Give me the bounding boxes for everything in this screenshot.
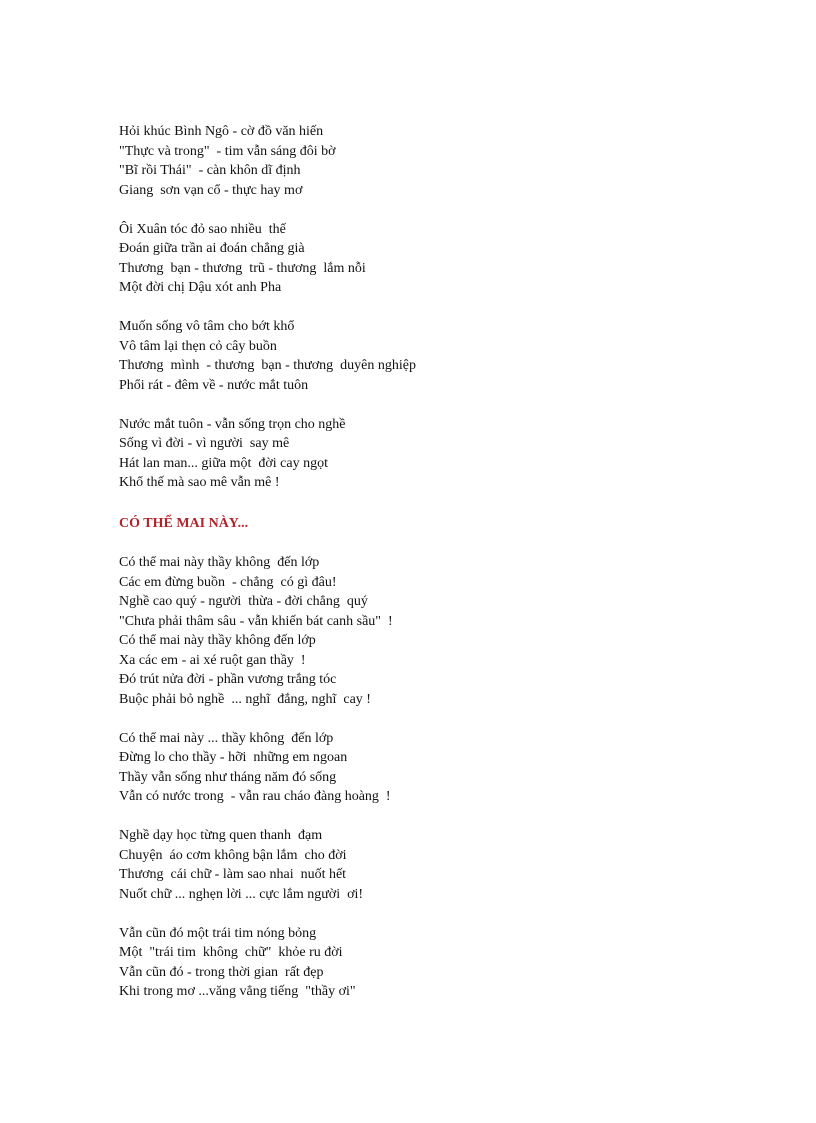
poem-line: Một "trái tim không chữ" khỏe ru đời	[119, 945, 343, 960]
poem-line: Phổi rát - đêm về - nước mắt tuôn	[119, 377, 309, 393]
poem-line: "Thực và trong" - tim vẫn sáng đôi bờ	[119, 143, 336, 159]
poem2-stanza-1	[119, 553, 759, 709]
poem2-stanza-3	[119, 826, 759, 904]
poem2-title: CÓ THỂ MAI NÀY...	[119, 516, 249, 531]
poem-line: Giang sơn vạn cổ - thực hay mơ	[119, 182, 303, 198]
poem-line: Nuốt chữ ... nghẹn lời ... cực lắm người ơi!	[119, 886, 364, 902]
poem-line: Ôi Xuân tóc đỏ sao nhiều thế	[119, 221, 286, 237]
poem-line: Nghề dạy học từng quen thanh đạm	[119, 828, 323, 843]
poem-line: "Bĩ rồi Thái" - càn khôn dĩ định	[119, 163, 301, 178]
poem-line: Nước mắt tuôn - vẫn sống trọn cho nghề	[119, 416, 346, 432]
poem-line: Vẫn cũn đó - trong thời gian rất đẹp	[119, 964, 324, 980]
poem-line: Hỏi khúc Bình Ngô - cờ đồ văn hiến	[119, 124, 324, 139]
poem-line: Đừng lo cho thầy - hỡi những em ngoan	[119, 750, 348, 765]
poem-text-body	[119, 122, 759, 1021]
poem-line: Xa các em - ai xé ruột gan thầy !	[119, 652, 306, 668]
poem-line: Thầy vẫn sống như tháng năm đó sống	[119, 769, 337, 785]
poem-line: Đoán giữa trần ai đoán chẳng già	[119, 241, 305, 256]
poem2-stanza-4	[119, 924, 759, 1002]
poem2-stanza-2	[119, 729, 759, 807]
poem-line: Đó trút nửa đời - phần vương trắng tóc	[119, 672, 337, 687]
poem-line: Có thể mai này thầy không đến lớp	[119, 633, 316, 648]
poem-line: Muốn sống vô tâm cho bớt khổ	[119, 319, 295, 334]
poem-line: Khi trong mơ ...văng vẳng tiếng "thầy ơi"	[119, 984, 356, 999]
poem-line: Vô tâm lại thẹn cỏ cây buồn	[119, 338, 277, 354]
poem1-stanza-2	[119, 220, 759, 298]
poem1-stanza-4	[119, 415, 759, 493]
poem-line: Thương cái chữ - làm sao nhai nuốt hết	[119, 867, 347, 882]
poem-line: Chuyện áo cơm không bận lắm cho đời	[119, 847, 347, 863]
poem-line: Vẫn có nước trong - vẫn rau cháo đàng hoàng !	[119, 789, 391, 804]
poem-line: Vẫn cũn đó một trái tim nóng bỏng	[119, 925, 317, 941]
poem-line: Có thể mai này ... thầy không đến lớp	[119, 730, 334, 746]
poem-line: Các em đừng buồn - chẳng có gì đâu!	[119, 574, 337, 590]
poem-line: Có thể mai này thầy không đến lớp	[119, 555, 320, 570]
poem-line: "Chưa phải thâm sâu - vẫn khiến bát canh sầu" !	[119, 613, 393, 629]
poem-line: Một đời chị Dậu xót anh Pha	[119, 280, 282, 295]
poem-line: Hát lan man... giữa một đời cay ngọt	[119, 455, 329, 471]
poem-line: Khổ thế mà sao mê vẫn mê !	[119, 475, 280, 490]
poem-line: Thương bạn - thương trũ - thương lắm nỗi	[119, 260, 366, 276]
poem-line: Buộc phải bỏ nghề ... nghĩ đắng, nghĩ cay !	[119, 691, 371, 707]
poem-line: Nghề cao quý - người thừa - đời chẳng quý	[119, 594, 368, 609]
poem-line: Sống vì đời - vì người say mê	[119, 436, 290, 451]
poem1-stanza-1	[119, 122, 759, 200]
poem-line: Thương mình - thương bạn - thương duyên nghiệp	[119, 358, 416, 373]
poem1-stanza-3	[119, 317, 759, 395]
